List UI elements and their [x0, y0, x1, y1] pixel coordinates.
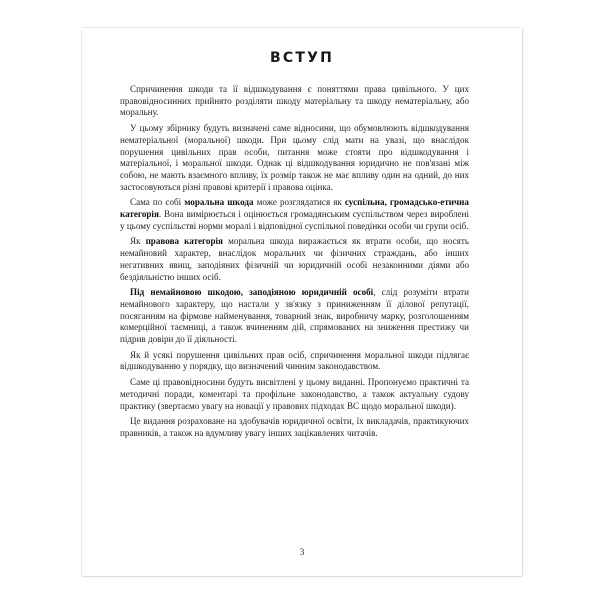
bold-text-segment: Під немайновою шкодою, заподіяною юридичній особі [130, 287, 374, 298]
paragraph [120, 416, 469, 439]
paragraph [120, 84, 469, 119]
bold-text-segment: моральна шкода [184, 197, 254, 208]
text-segment: моральна шкода виражається як втрати особи, що носять немайновий характер, внаслідок моральних чи фізичних страждань, або інших негативних явищ, заподіяних фізичній чи юридичній особі незаконними діями або бездіяльністю інших осіб. [120, 236, 469, 282]
text-segment: Як [130, 236, 146, 247]
text-segment: . Вона вимірюється і оцінюється громадянським суспільством через вироблені у цьому суспільстві норми моралі і відповідної суспільної поведінки особи чи групи осіб. [120, 209, 469, 231]
paragraph [120, 236, 469, 283]
paragraph [120, 287, 469, 346]
paragraph [120, 123, 469, 193]
text-segment: може розглядатися як [253, 197, 345, 208]
text-segment: Саме ці правовідносини будуть висвітлені у цьому виданні. Пропонуємо практичні та методичні поради, коментарі та профільне законодавство, а також актуальну судову практику (звертаємо увагу на новації у правових підходах ВС щодо моральної шкоди). [120, 377, 469, 411]
page-number: 3 [299, 548, 305, 558]
bold-text-segment: правова категорія [145, 236, 223, 247]
body-text [120, 84, 469, 444]
page-title: ВСТУП [269, 50, 334, 66]
text-segment: Як й усякі порушення цивільних прав осіб, спричинення моральної шкоди підлягає відшкодуванню у порядку, що визначений чинним законодавством. [120, 349, 469, 372]
text-segment: Сама по собі [130, 197, 185, 208]
paragraph [120, 350, 469, 373]
text-segment: У цьому збірнику будуть визначені саме відносини, що обумовлюють відшкодування нематеріальної (моральної) шкоди. При цьому слід мати на увазі, що внаслідок порушення цивільних прав особи, питання може стояти про відшкодування і матеріальної, і моральної шкоди. Однак ці відшкодування юридично не пов'язані між собою, не мають взаємного впливу, їх розмір також не має впливу один на одний, до них застосовуються різні правові критерії і правова оцінка. [120, 123, 469, 192]
bold-text-segment: суспільна, громадсько-етична категорія [120, 197, 469, 220]
paragraph [120, 197, 469, 232]
paragraph [120, 377, 469, 412]
text-segment: Спричинення шкоди та її відшкодування є поняттями права цивільного. У цих правовідносинних прийнято розділяти шкоду матеріальну та шкоду нематеріальну, або моральну. [120, 84, 469, 118]
book-page [82, 28, 522, 576]
text-segment: , слід розуміти втрати немайнового характеру, що настали у зв'язку з приниженням її ділової репутації, посяганням на фірмове найменування, товарний знак, виробничу марку, розголошенням комерційної таємниці, а також вчиненням дій, спрямованих на зниження престижу чи підрив довіри до її діяльності. [120, 287, 469, 345]
text-segment: Це видання розраховане на здобувачів юридичної освіти, їх викладачів, практикуючих правників, а також на вдумливу увагу інших зацікавлених читачів. [120, 416, 469, 438]
